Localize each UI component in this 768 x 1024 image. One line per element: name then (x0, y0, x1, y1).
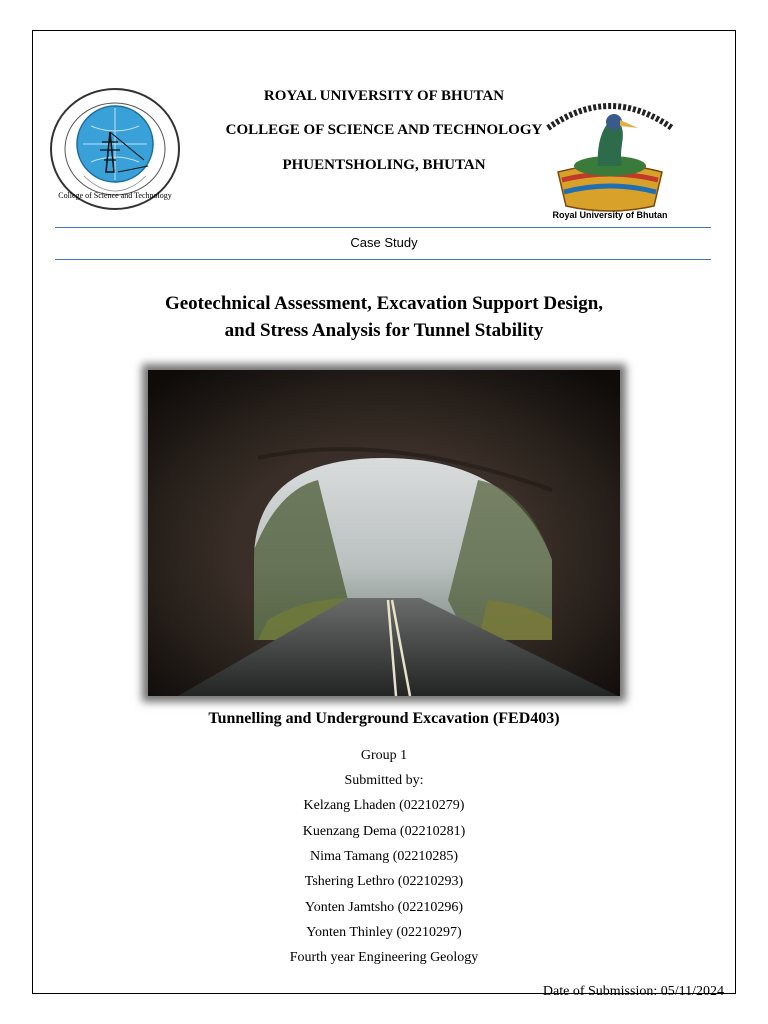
member-4: Tshering Lethro (02210293) (304, 874, 464, 889)
rub-logo-caption: Royal University of Bhutan (552, 210, 668, 220)
group-label: Group 1 (360, 748, 408, 763)
header-location: PHUENTSHOLING, BHUTAN (282, 157, 486, 173)
doc-type: Case Study (350, 235, 418, 250)
cst-logo-text: College of Science and Technology (58, 191, 172, 200)
submitted-by-label: Submitted by: (344, 773, 424, 788)
tunnel-photo (148, 370, 620, 696)
submission-date: Date of Submission: 05/11/2024 (542, 984, 724, 999)
bottom-rule (55, 259, 711, 260)
title-line-2: and Stress Analysis for Tunnel Stability (224, 320, 544, 341)
member-1: Kelzang Lhaden (02210279) (303, 798, 465, 813)
header-university: ROYAL UNIVERSITY OF BHUTAN (263, 88, 505, 104)
program-label: Fourth year Engineering Geology (289, 950, 479, 965)
header-college: COLLEGE OF SCIENCE AND TECHNOLOGY (225, 122, 543, 138)
title-line-1: Geotechnical Assessment, Excavation Support Design, (164, 293, 604, 314)
member-3: Nima Tamang (02210285) (309, 849, 459, 864)
member-6: Yonten Thinley (02210297) (306, 925, 462, 940)
member-5: Yonten Jamtsho (02210296) (304, 900, 464, 915)
member-2: Kuenzang Dema (02210281) (302, 824, 466, 839)
course-title: Tunnelling and Underground Excavation (FED403) (208, 710, 560, 727)
rub-logo (540, 88, 680, 220)
top-rule (55, 227, 711, 228)
